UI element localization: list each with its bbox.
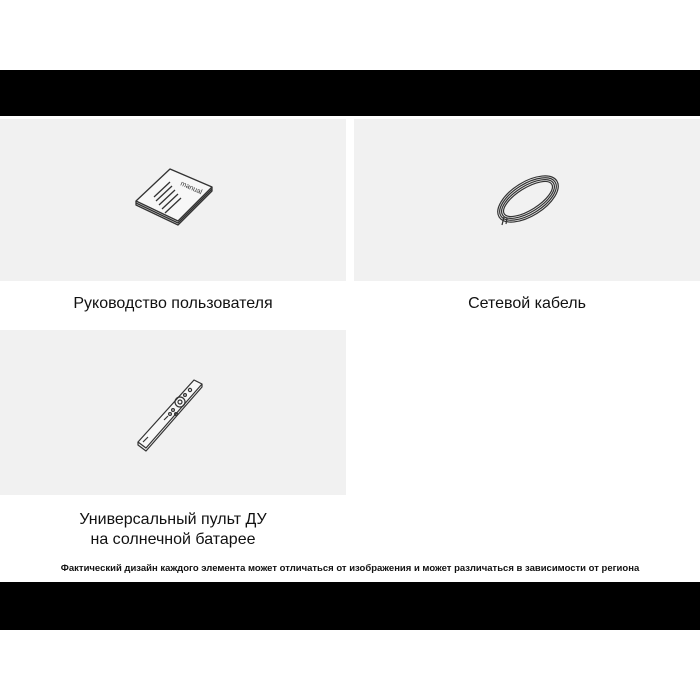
remote-caption-line-2: на солнечной батарее [90,531,256,548]
manual-tile [0,119,346,281]
manual-cover-text: manual [179,180,204,197]
remote-control-icon [128,370,218,470]
remote-caption [0,510,346,550]
coiled-cable-icon [482,161,572,241]
manual-booklet-icon [126,159,226,239]
cable-tile [354,119,700,281]
top-black-bar [0,70,700,116]
cable-caption: Сетевой кабель [468,295,586,312]
bottom-black-bar [0,582,700,630]
remote-tile [0,330,346,495]
disclaimer-text: Фактический дизайн каждого элемента может отличаться от изображения и может различаться в зависимости от региона [60,563,640,574]
remote-caption-line-1: Универсальный пульт ДУ [79,511,267,528]
manual-caption: Руководство пользователя [73,295,273,312]
